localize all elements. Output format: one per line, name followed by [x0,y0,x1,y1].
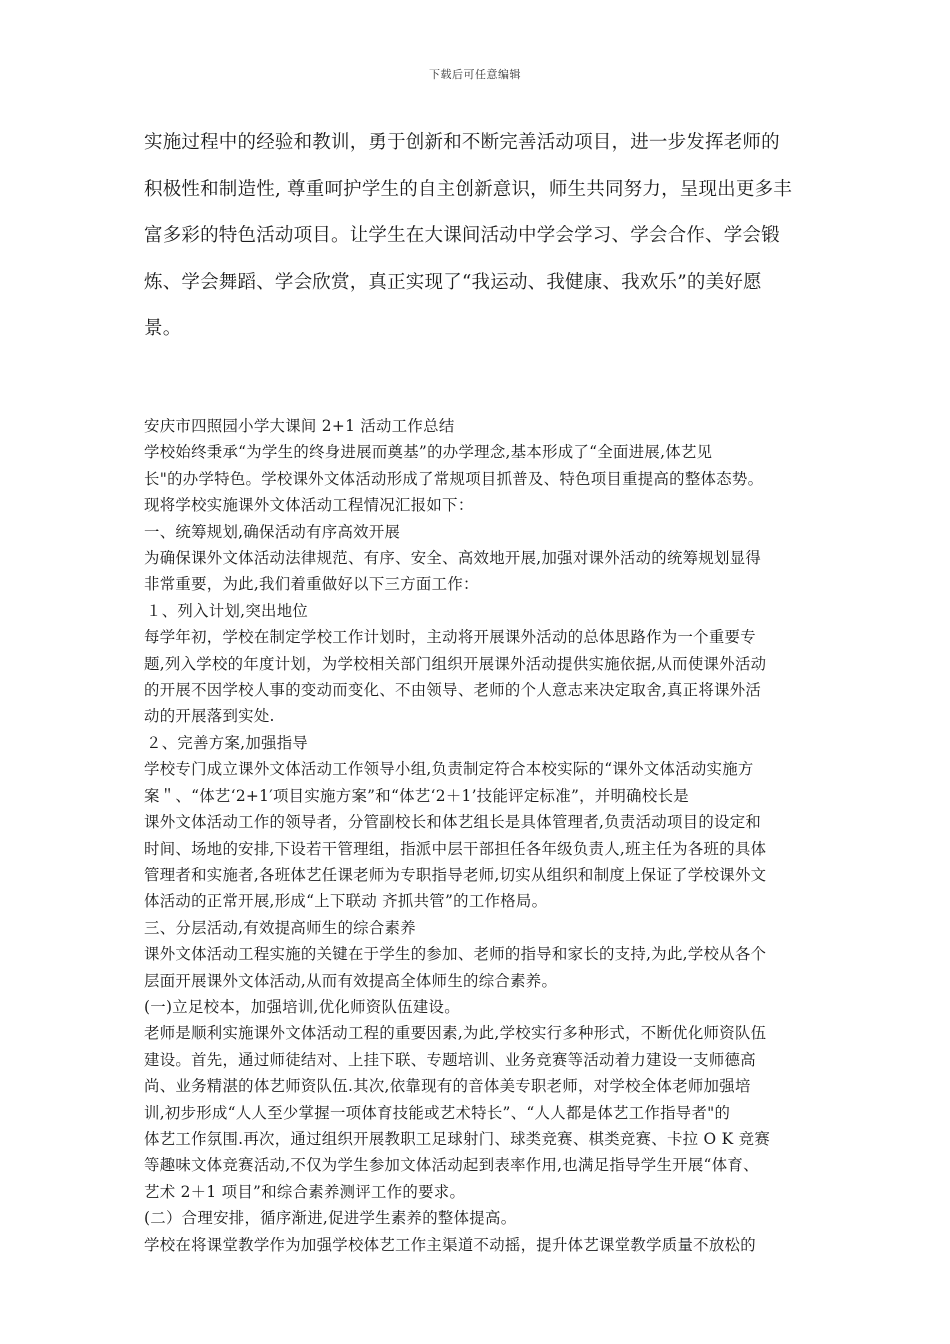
subsection-heading: ２、完善方案,加强指导 [146,733,309,752]
report-line: 时间、场地的安排,下设若干管理组，指派中层干部担任各年级负责人,班主任为各班的具体 [144,839,767,858]
intro-line: 富多彩的特色活动项目。让学生在大课间活动中学会学习、学会合作、学会锻 [144,225,780,246]
report-line: 管理者和实施者,各班体艺任课老师为专职指导老师,切实从组织和制度上保证了学校课外文 [144,865,767,884]
subsection-heading: (二）合理安排，循序渐进,促进学生素养的整体提高。 [144,1209,517,1228]
report-line: 动的开展落到实处. [144,707,275,726]
report-line: 案＂、“体艺‘2+1′项目实施方案”和“体艺‘2＋1’技能评定标准”，并明确校长是 [144,786,689,805]
report-line: 尚、业务精湛的体艺师资队伍.其次,依靠现有的音体美专职老师，对学校全体老师加强培 [144,1077,751,1096]
page-header-note: 下载后可任意编辑 [429,68,521,81]
report-line: 等趣味文体竞赛活动,不仅为学生参加文体活动起到表率作用,也满足指导学生开展“体育、 [144,1156,759,1175]
report-line: 层面开展课外文体活动,从而有效提高全体师生的综合素养。 [144,971,558,990]
intro-line: 实施过程中的经验和教训，勇于创新和不断完善活动项目，进一步发挥老师的 [144,132,780,153]
report-line: 长"的办学特色。学校课外文体活动形成了常规项目抓普及、特色项目重提高的整体态势。 [144,469,764,488]
subsection-heading: (一)立足校本，加强培训,优化师资队伍建设。 [144,997,460,1016]
report-line: 体艺工作氛围.再次，通过组织开展教职工足球射门、球类竞赛、棋类竞赛、卡拉 O K 竞赛 [144,1129,771,1148]
report-line: 建设。首先，通过师徒结对、上挂下联、专题培训、业务竞赛等活动着力建设一支师德高 [144,1050,756,1069]
intro-line: 景。 [144,318,182,339]
report-line: 老师是顺利实施课外文体活动工程的重要因素,为此,学校实行多种形式，不断优化师资队伍 [144,1024,767,1043]
report-line: 训,初步形成“人人至少掌握一项体育技能或艺术特长”、“人人都是体艺工作指导者"的 [144,1103,731,1122]
report-line: 为确保课外文体活动法律规范、有序、安全、高效地开展,加强对课外活动的统筹规划显得 [144,549,762,568]
report-line: 非常重要，为此,我们着重做好以下三方面工作： [144,575,479,594]
report-line: 学校始终秉承“为学生的终身进展而奠基”的办学理念,基本形成了“全面进展,体艺见 [144,443,713,462]
intro-line: 炼、学会舞蹈、学会欣赏，真正实现了“我运动、我健康、我欢乐”的美好愿 [144,271,762,293]
section-heading: 一、统筹规划,确保活动有序高效开展 [144,522,401,541]
report-line: 艺术 2＋1 项目”和综合素养测评工作的要求。 [144,1182,466,1201]
report-line: 学校在将课堂教学作为加强学校体艺工作主渠道不动摇，提升体艺课堂教学质量不放松的 [144,1235,756,1254]
report-line: 学校专门成立课外文体活动工作领导小组,负责制定符合本校实际的“课外文体活动实施方 [144,760,754,779]
report-line: 的开展不因学校人事的变动而变化、不由领导、老师的个人意志来决定取舍,真正将课外活 [144,681,762,700]
report-title: 安庆市四照园小学大课间 2+1 活动工作总结 [144,417,455,435]
report-line: 每学年初，学校在制定学校工作计划时，主动将开展课外活动的总体思路作为一个重要专 [144,628,756,647]
intro-line: 积极性和制造性, 尊重呵护学生的自主创新意识，师生共同努力，呈现出更多丰 [144,178,792,200]
report-line: 体活动的正常开展,形成“上下联动 齐抓共管”的工作格局。 [144,892,548,911]
report-body [144,413,812,1258]
report-line: 题,列入学校的年度计划，为学校相关部门组织开展课外活动提供实施依据,从而使课外活动 [144,654,767,673]
subsection-heading: １、列入计划,突出地位 [146,601,309,620]
report-line: 课外文体活动工程实施的关键在于学生的参加、老师的指导和家长的支持,为此,学校从各个 [144,945,767,964]
intro-paragraph [144,120,812,353]
report-line: 课外文体活动工作的领导者，分管副校长和体艺组长是具体管理者,负责活动项目的设定和 [144,813,762,832]
report-line: 现将学校实施课外文体活动工程情况汇报如下： [144,496,474,515]
section-heading: 三、分层活动,有效提高师生的综合素养 [144,918,416,937]
